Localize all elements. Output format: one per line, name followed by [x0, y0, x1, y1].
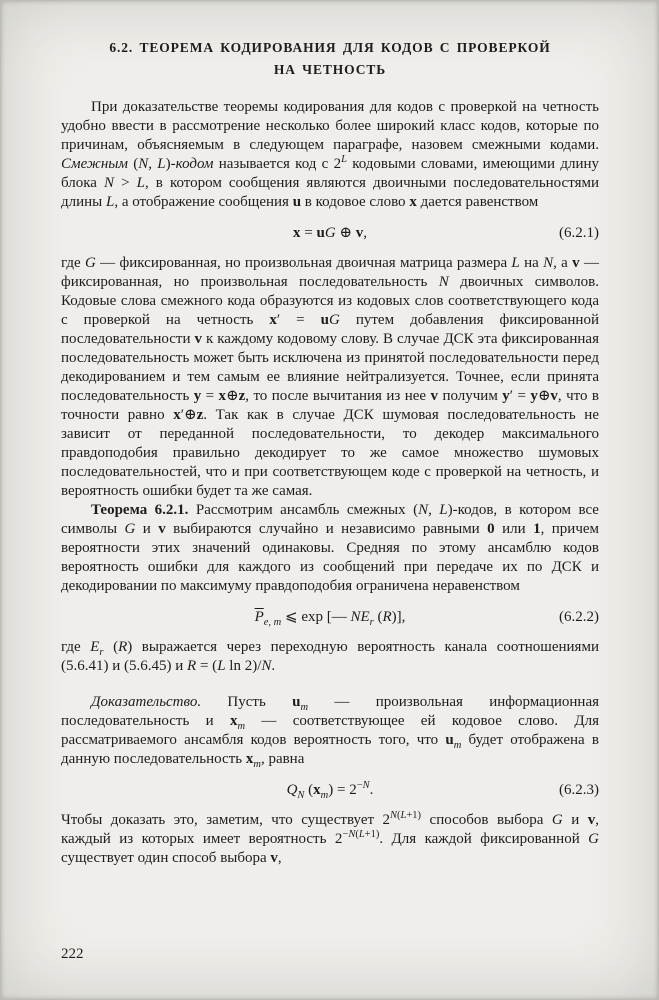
paragraph-theorem-6-2-1: Теорема 6.2.1. Рассмотрим ансамбль смежных (N, L)-кодов, в котором все символы G и v выбираются случайно и независимо равными 0 или 1, причем вероятности этих значений одинаковы. Средняя по этому ансамблю кодов вероятность ошибки для каждого из сообщений при передаче их по ДСК и декодировании по максимуму правдоподобия ограничена неравенством: [61, 502, 600, 595]
paragraph-proof-continuation: Чтобы доказать это, заметим, что существует $2^{N(L+1)}$ способов выбора G и v, каждый из которых имеет вероятность $2^{-N(L+1)}$. Для каждой фиксированной G существует один способ выбора v,: [61, 810, 600, 867]
equation-body: x = uG ⊕ v,: [293, 225, 367, 242]
equation-6-2-2: [61, 607, 599, 628]
equation-body: $\overline{P}_{e, m}$ ⩽ exp [— $NE_r$ (R)],: [254, 609, 406, 629]
paragraph-proof-start: Доказательство. Пусть $u_m$ — произвольная информационная последовательность и $x_m$ — соответствующее ей кодовое слово. Для рассматриваемого ансамбля кодов вероятность того, что $u_m$ будет отображена в данную последовательность $x_m$, равна: [61, 694, 600, 771]
equation-number: (6.2.1): [559, 225, 599, 242]
equation-body: $Q_N$ $(x_m) = 2^{-N}$.: [286, 780, 374, 802]
paragraph-coset-explanation: где G — фиксированная, но произвольная двоичная матрица размера L на N, а v — фиксированная, но произвольная последовательность N двоичных символов. Кодовые слова смежного кода образуются из кодовых слов соответствующего кода с проверкой на четность x′ = uG путем добавления фиксированной последовательности v к каждому кодовому слову. В случае ДСК эта фиксированная последовательность может быть исключена из принятой последовательности перед декодированием и тем самым ее влияние нейтрализуется. Точнее, если принята последовательность y = x⊕z, то после вычитания из нее v получим y′ = y⊕v, что в точности равно x′⊕z. Так как в случае ДСК шумовая последовательность не зависит от переданной последовательности, то декодер максимального правдоподобия правильно декодирует то же самое множество шумовых последовательностей, что и при соответствующем коде с проверкой на четность, и вероятность ошибки будет та же самая.: [61, 255, 600, 500]
equation-6-2-3: [61, 780, 599, 801]
equation-number: (6.2.2): [559, 609, 599, 626]
equation-6-2-1: [61, 223, 599, 244]
paragraph-error-exponent-note: где $E_r$ (R) выражается через переходную вероятность канала соотношениями (5.6.41) и (5.6.45) и R = (L ln 2)/N.: [61, 639, 599, 675]
equation-number: (6.2.3): [559, 782, 599, 799]
section-heading: 6.2. ТЕОРЕМА КОДИРОВАНИЯ ДЛЯ КОДОВ С ПРОВЕРКОЙ НА ЧЕТНОСТЬ: [109, 40, 551, 77]
page-number: 222: [61, 946, 84, 962]
paragraph-intro: При доказательстве теоремы кодирования для кодов с проверкой на четность удобно ввести в рассмотрение несколько более широкий класс кодов, которые по причинам, объясняемым в следующем параграфе, назовем смежными кодами. Смежным (N, L)-кодом называется код с $2^L$ кодовыми словами, имеющими длину блока N > L, в котором сообщения являются двоичными последовательностями длины L, а отображение сообщения u в кодовое слово x дается равенством: [61, 99, 599, 211]
